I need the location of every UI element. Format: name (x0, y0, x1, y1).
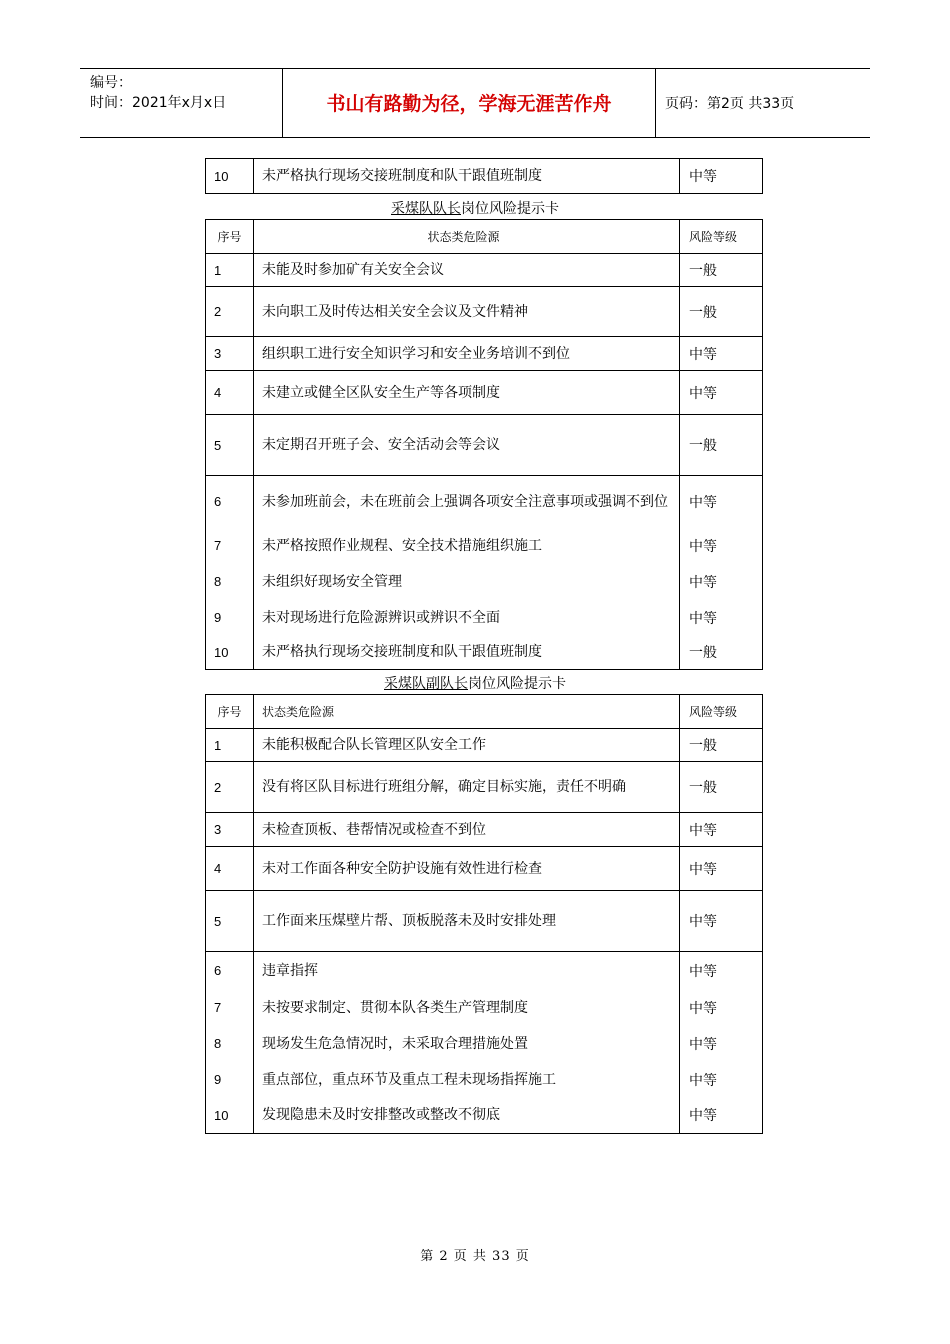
row-description: 重点部位，重点环节及重点工程未现场指挥施工 (254, 1062, 680, 1098)
row-risk-level: 中等 (680, 990, 763, 1026)
header-desc: 状态类危险源 (254, 695, 680, 729)
row-risk-level: 中等 (680, 337, 763, 371)
row-description: 未严格执行现场交接班制度和队干跟值班制度 (254, 636, 680, 670)
row-number: 5 (206, 415, 254, 476)
header-meta (90, 73, 280, 113)
header-no: 序号 (206, 695, 254, 729)
caption-position: 采煤队队长 (391, 201, 461, 217)
row-number: 3 (206, 813, 254, 847)
row-risk-level: 一般 (680, 729, 763, 762)
row-risk-level: 中等 (680, 847, 763, 891)
row-description: 未按要求制定、贯彻本队各类生产管理制度 (254, 990, 680, 1026)
row-description: 工作面来压煤壁片帮、顶板脱落未及时安排处理 (254, 891, 680, 952)
row-description: 未对现场进行危险源辨识或辨识不全面 (254, 600, 680, 636)
table-row (206, 415, 763, 476)
table1-caption (205, 198, 745, 218)
table-header-row (206, 695, 763, 729)
table-row (206, 528, 763, 564)
number-label: 编号： (90, 75, 132, 91)
row-number: 7 (206, 990, 254, 1026)
header-motto: 书山有路勤为径，学海无涯苦作舟 (326, 93, 612, 115)
row-risk-level: 中等 (680, 1026, 763, 1062)
page-header (80, 68, 870, 138)
row-description: 未建立或健全区队安全生产等各项制度 (254, 371, 680, 415)
table-row (206, 476, 763, 528)
row-number: 4 (206, 371, 254, 415)
table-row (206, 636, 763, 670)
row-risk-level: 中等 (680, 159, 763, 194)
table-row (206, 159, 763, 194)
row-number: 10 (206, 1098, 254, 1134)
caption-position: 采煤队副队长 (384, 676, 468, 692)
header-no: 序号 (206, 220, 254, 254)
row-number: 10 (206, 159, 254, 194)
table-row (206, 1098, 763, 1134)
risk-table-vice-captain (205, 694, 763, 1134)
row-description: 未严格执行现场交接班制度和队干跟值班制度 (254, 159, 680, 194)
table-row (206, 952, 763, 990)
row-risk-level: 中等 (680, 1062, 763, 1098)
table-row (206, 287, 763, 337)
row-number: 10 (206, 636, 254, 670)
table-header-row (206, 220, 763, 254)
row-risk-level: 一般 (680, 415, 763, 476)
table-row (206, 1062, 763, 1098)
row-number: 2 (206, 762, 254, 813)
row-risk-level: 中等 (680, 528, 763, 564)
row-risk-level: 中等 (680, 600, 763, 636)
row-description: 没有将区队目标进行班组分解，确定目标实施，责任不明确 (254, 762, 680, 813)
header-level: 风险等级 (680, 695, 763, 729)
row-description: 未能积极配合队长管理区队安全工作 (254, 729, 680, 762)
row-number: 9 (206, 1062, 254, 1098)
row-number: 1 (206, 254, 254, 287)
table-row (206, 371, 763, 415)
table-row (206, 600, 763, 636)
risk-table-captain (205, 219, 763, 670)
table-row (206, 254, 763, 287)
table-row (206, 729, 763, 762)
date-label: 时间：2021年x月x日 (90, 95, 227, 111)
header-page-label: 页码：第2页 共33页 (665, 96, 795, 112)
row-risk-level: 中等 (680, 564, 763, 600)
table-row (206, 564, 763, 600)
row-risk-level: 中等 (680, 891, 763, 952)
table-row (206, 1026, 763, 1062)
table-row (206, 762, 763, 813)
row-number: 6 (206, 476, 254, 528)
row-risk-level: 一般 (680, 762, 763, 813)
row-description: 违章指挥 (254, 952, 680, 990)
row-risk-level: 中等 (680, 476, 763, 528)
continued-table (205, 158, 763, 194)
row-description: 发现隐患未及时安排整改或整改不彻底 (254, 1098, 680, 1134)
header-desc: 状态类危险源 (254, 220, 680, 254)
table-row (206, 847, 763, 891)
page-footer: 第 2 页 共 33 页 (420, 1249, 530, 1264)
row-description: 未参加班前会，未在班前会上强调各项安全注意事项或强调不到位 (254, 476, 680, 528)
row-description: 未检查顶板、巷帮情况或检查不到位 (254, 813, 680, 847)
row-number: 2 (206, 287, 254, 337)
row-risk-level: 中等 (680, 371, 763, 415)
row-number: 9 (206, 600, 254, 636)
row-risk-level: 中等 (680, 952, 763, 990)
row-number: 6 (206, 952, 254, 990)
row-risk-level: 一般 (680, 636, 763, 670)
row-description: 未对工作面各种安全防护设施有效性进行检查 (254, 847, 680, 891)
caption-title: 岗位风险提示卡 (468, 676, 566, 692)
header-divider (655, 69, 656, 137)
table2-caption (205, 673, 745, 693)
row-description: 现场发生危急情况时，未采取合理措施处置 (254, 1026, 680, 1062)
row-description: 未能及时参加矿有关安全会议 (254, 254, 680, 287)
row-number: 1 (206, 729, 254, 762)
row-number: 3 (206, 337, 254, 371)
row-number: 5 (206, 891, 254, 952)
table-row (206, 337, 763, 371)
row-description: 未定期召开班子会、安全活动会等会议 (254, 415, 680, 476)
row-risk-level: 中等 (680, 813, 763, 847)
table-row (206, 990, 763, 1026)
row-risk-level: 中等 (680, 1098, 763, 1134)
row-risk-level: 一般 (680, 254, 763, 287)
row-number: 4 (206, 847, 254, 891)
row-number: 7 (206, 528, 254, 564)
table-row (206, 813, 763, 847)
row-number: 8 (206, 1026, 254, 1062)
row-number: 8 (206, 564, 254, 600)
row-description: 未组织好现场安全管理 (254, 564, 680, 600)
row-risk-level: 一般 (680, 287, 763, 337)
table-row (206, 891, 763, 952)
row-description: 未严格按照作业规程、安全技术措施组织施工 (254, 528, 680, 564)
row-description: 组织职工进行安全知识学习和安全业务培训不到位 (254, 337, 680, 371)
row-description: 未向职工及时传达相关安全会议及文件精神 (254, 287, 680, 337)
header-level: 风险等级 (680, 220, 763, 254)
caption-title: 岗位风险提示卡 (461, 201, 559, 217)
